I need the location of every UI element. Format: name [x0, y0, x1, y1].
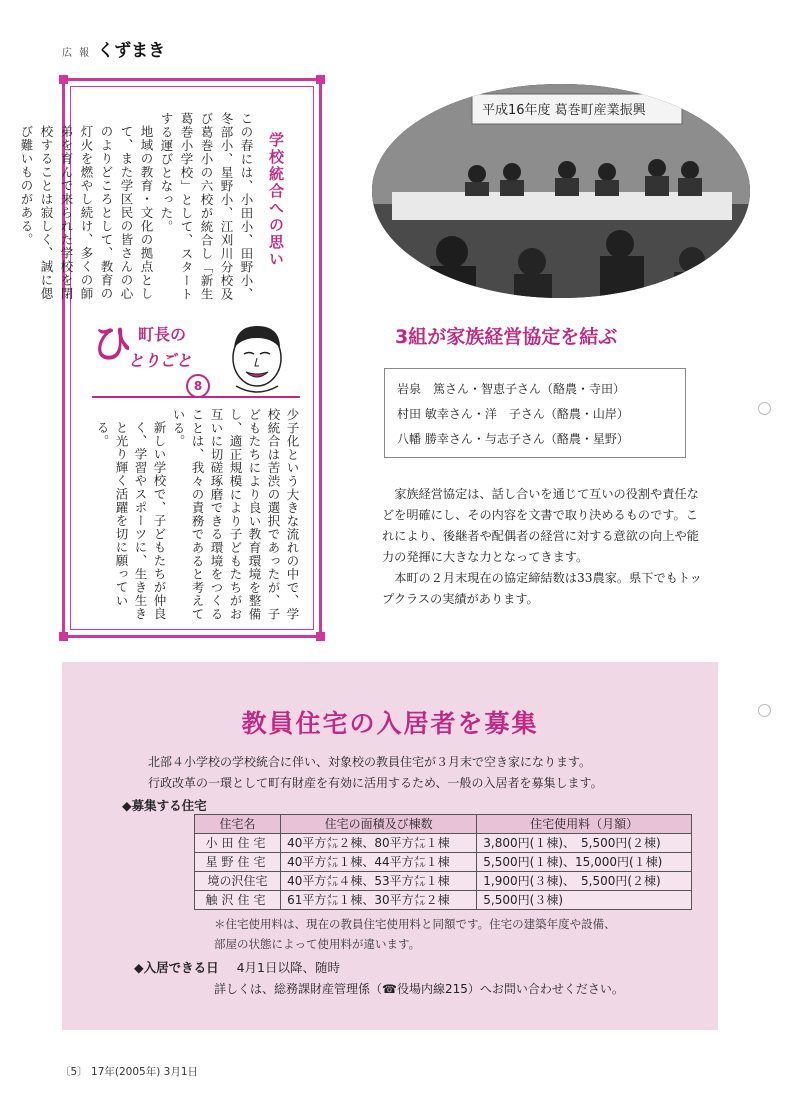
- mayor-portrait-illustration: [222, 318, 292, 396]
- table-row: [195, 891, 692, 910]
- notice-intro-line: 北部４小学校の学校統合に伴い、対象校の教員住宅が３月末で空き家になります。: [148, 755, 592, 769]
- move-in-value: 4月1日以降、随時: [236, 960, 341, 975]
- corner-ornament: [59, 632, 68, 641]
- table-header: 住宅名: [195, 815, 281, 834]
- table-cell: 星野住宅: [195, 853, 281, 872]
- signing-ceremony-photo: [372, 84, 750, 298]
- corner-ornament: [316, 632, 325, 641]
- masthead-kicker: 広 報: [62, 48, 92, 59]
- essay-text-bottom: [80, 408, 302, 626]
- table-cell: 5,500円(３棟): [477, 891, 692, 910]
- table-cell: 小田住宅: [195, 834, 281, 853]
- table-header-row: [195, 815, 692, 834]
- table-header: 住宅使用料（月額）: [477, 815, 692, 834]
- binder-hole: [758, 704, 771, 717]
- inquiry-line: 詳しくは、総務課財産管理係（☎役場内線215）へお問い合わせください。: [214, 982, 624, 996]
- photo-illustration: [372, 84, 750, 298]
- essay-title: 学校統合への思い: [267, 132, 285, 268]
- housing-notice: [62, 662, 718, 1030]
- masthead: [62, 36, 165, 61]
- binder-hole: [758, 402, 771, 415]
- essay-paragraph: この春には、小田小、田野小、冬部小、星野小、江刈川分校及び葛巻小の六校が統合し「新生葛巻小学校」として、スタートする運びとなった。: [159, 112, 254, 301]
- agreement-title: 3組が家族経営協定を結ぶ: [395, 326, 618, 348]
- agreement-pair: 村田 敏幸さん・洋 子さん（酪農・山岸）: [397, 407, 629, 421]
- agreement-pair: 岩泉 篤さん・智恵子さん（酪農・寺田）: [397, 382, 626, 396]
- column-heading: [92, 318, 300, 398]
- agreement-paragraph: 家族経営協定は、話し合いを通じて互いの役割や責任などを明確にし、その内容を文書で取り決めるものです。これにより、後継者や配偶者の経営に対する意欲の向上や能力の発揮に大きな力となってきます。: [382, 487, 699, 564]
- agreement-pair: 八幡 勝幸さん・与志子さん（酪農・星野）: [397, 432, 629, 446]
- table-cell: 境の沢住宅: [195, 872, 281, 891]
- essay-paragraph: 少子化という大きな流れの中で、学校統合は苦渋の選択であったが、子どもたちにより良い教育環境を整備し、適正規模により子どもたちがお互いに切磋琢磨できる環境をつくることは、我々の責務であると考えている。: [171, 408, 300, 621]
- photo-banner-text: 平成16年度 葛巻町産業振興: [482, 103, 646, 118]
- move-in-label: ◆入居できる日: [134, 960, 219, 975]
- table-cell: 40平方㍍２棟、80平方㍍１棟: [281, 834, 477, 853]
- table-cell: 5,500円(１棟)、15,000円(１棟): [477, 853, 692, 872]
- notice-intro-line: 行政改革の一環として町有財産を有効に活用するため、一般の入居者を募集します。: [148, 776, 603, 790]
- column-hitori: とりごと: [128, 351, 193, 370]
- table-cell: 3,800円(１棟)、 5,500円(２棟): [477, 834, 692, 853]
- housing-heading: ◆募集する住宅: [122, 798, 207, 813]
- agreement-body: [382, 484, 708, 610]
- essay-text-top: [19, 112, 256, 302]
- essay-paragraph: 地域の教育・文化の拠点として、また学区民の皆さんの心のよりどころとして、教育の灯火を燃やし続け、多くの師弟を育んで来られた学校を閉校することは寂しく、誠に偲び難いものがある。: [19, 124, 154, 300]
- agreement-paragraph: 本町の２月末現在の協定締結数は33農家。県下でもトップクラスの実績があります。: [382, 571, 702, 606]
- table-cell: 触沢住宅: [195, 891, 281, 910]
- table-cell: 40平方㍍４棟、53平方㍍１棟: [281, 872, 477, 891]
- table-cell: 61平方㍍１棟、30平方㍍２棟: [281, 891, 477, 910]
- table-row: [195, 872, 692, 891]
- table-cell: 1,900円(３棟)、 5,500円(２棟): [477, 872, 692, 891]
- issue-date: 17年(2005年) 3月1日: [91, 1066, 199, 1078]
- table-row: [195, 834, 692, 853]
- agreement-pairs: [384, 368, 686, 458]
- notice-intro: [136, 752, 696, 794]
- table-header: 住宅の面積及び棟数: [281, 815, 477, 834]
- column-rule: [92, 396, 300, 398]
- column-chou: 町長の: [138, 325, 187, 344]
- housing-table: [194, 814, 692, 910]
- table-row: [195, 853, 692, 872]
- page-footer: [60, 1064, 198, 1079]
- corner-ornament: [59, 75, 68, 84]
- table-cell: 40平方㍍１棟、44平方㍍１棟: [281, 853, 477, 872]
- column-hi: ひ: [92, 320, 132, 367]
- corner-ornament: [316, 75, 325, 84]
- masthead-name: くずまき: [97, 41, 166, 61]
- fee-note-line: ＊住宅使用料は、現在の教員住宅使用料と同額です。住宅の建築年度や設備、: [214, 917, 616, 931]
- fee-note: [214, 914, 684, 954]
- move-in-line: [134, 958, 340, 976]
- notice-title: 教員住宅の入居者を募集: [241, 709, 539, 738]
- fee-note-line: 部屋の状態によって使用料が違います。: [214, 937, 421, 951]
- column-number: 8: [186, 374, 210, 398]
- essay-paragraph: 新しい学校で、子どもたちが仲良く、学習やスポーツに、生き生きと光り輝く活躍を切に願っている。: [95, 420, 167, 620]
- page-number: 〔5〕: [60, 1066, 88, 1078]
